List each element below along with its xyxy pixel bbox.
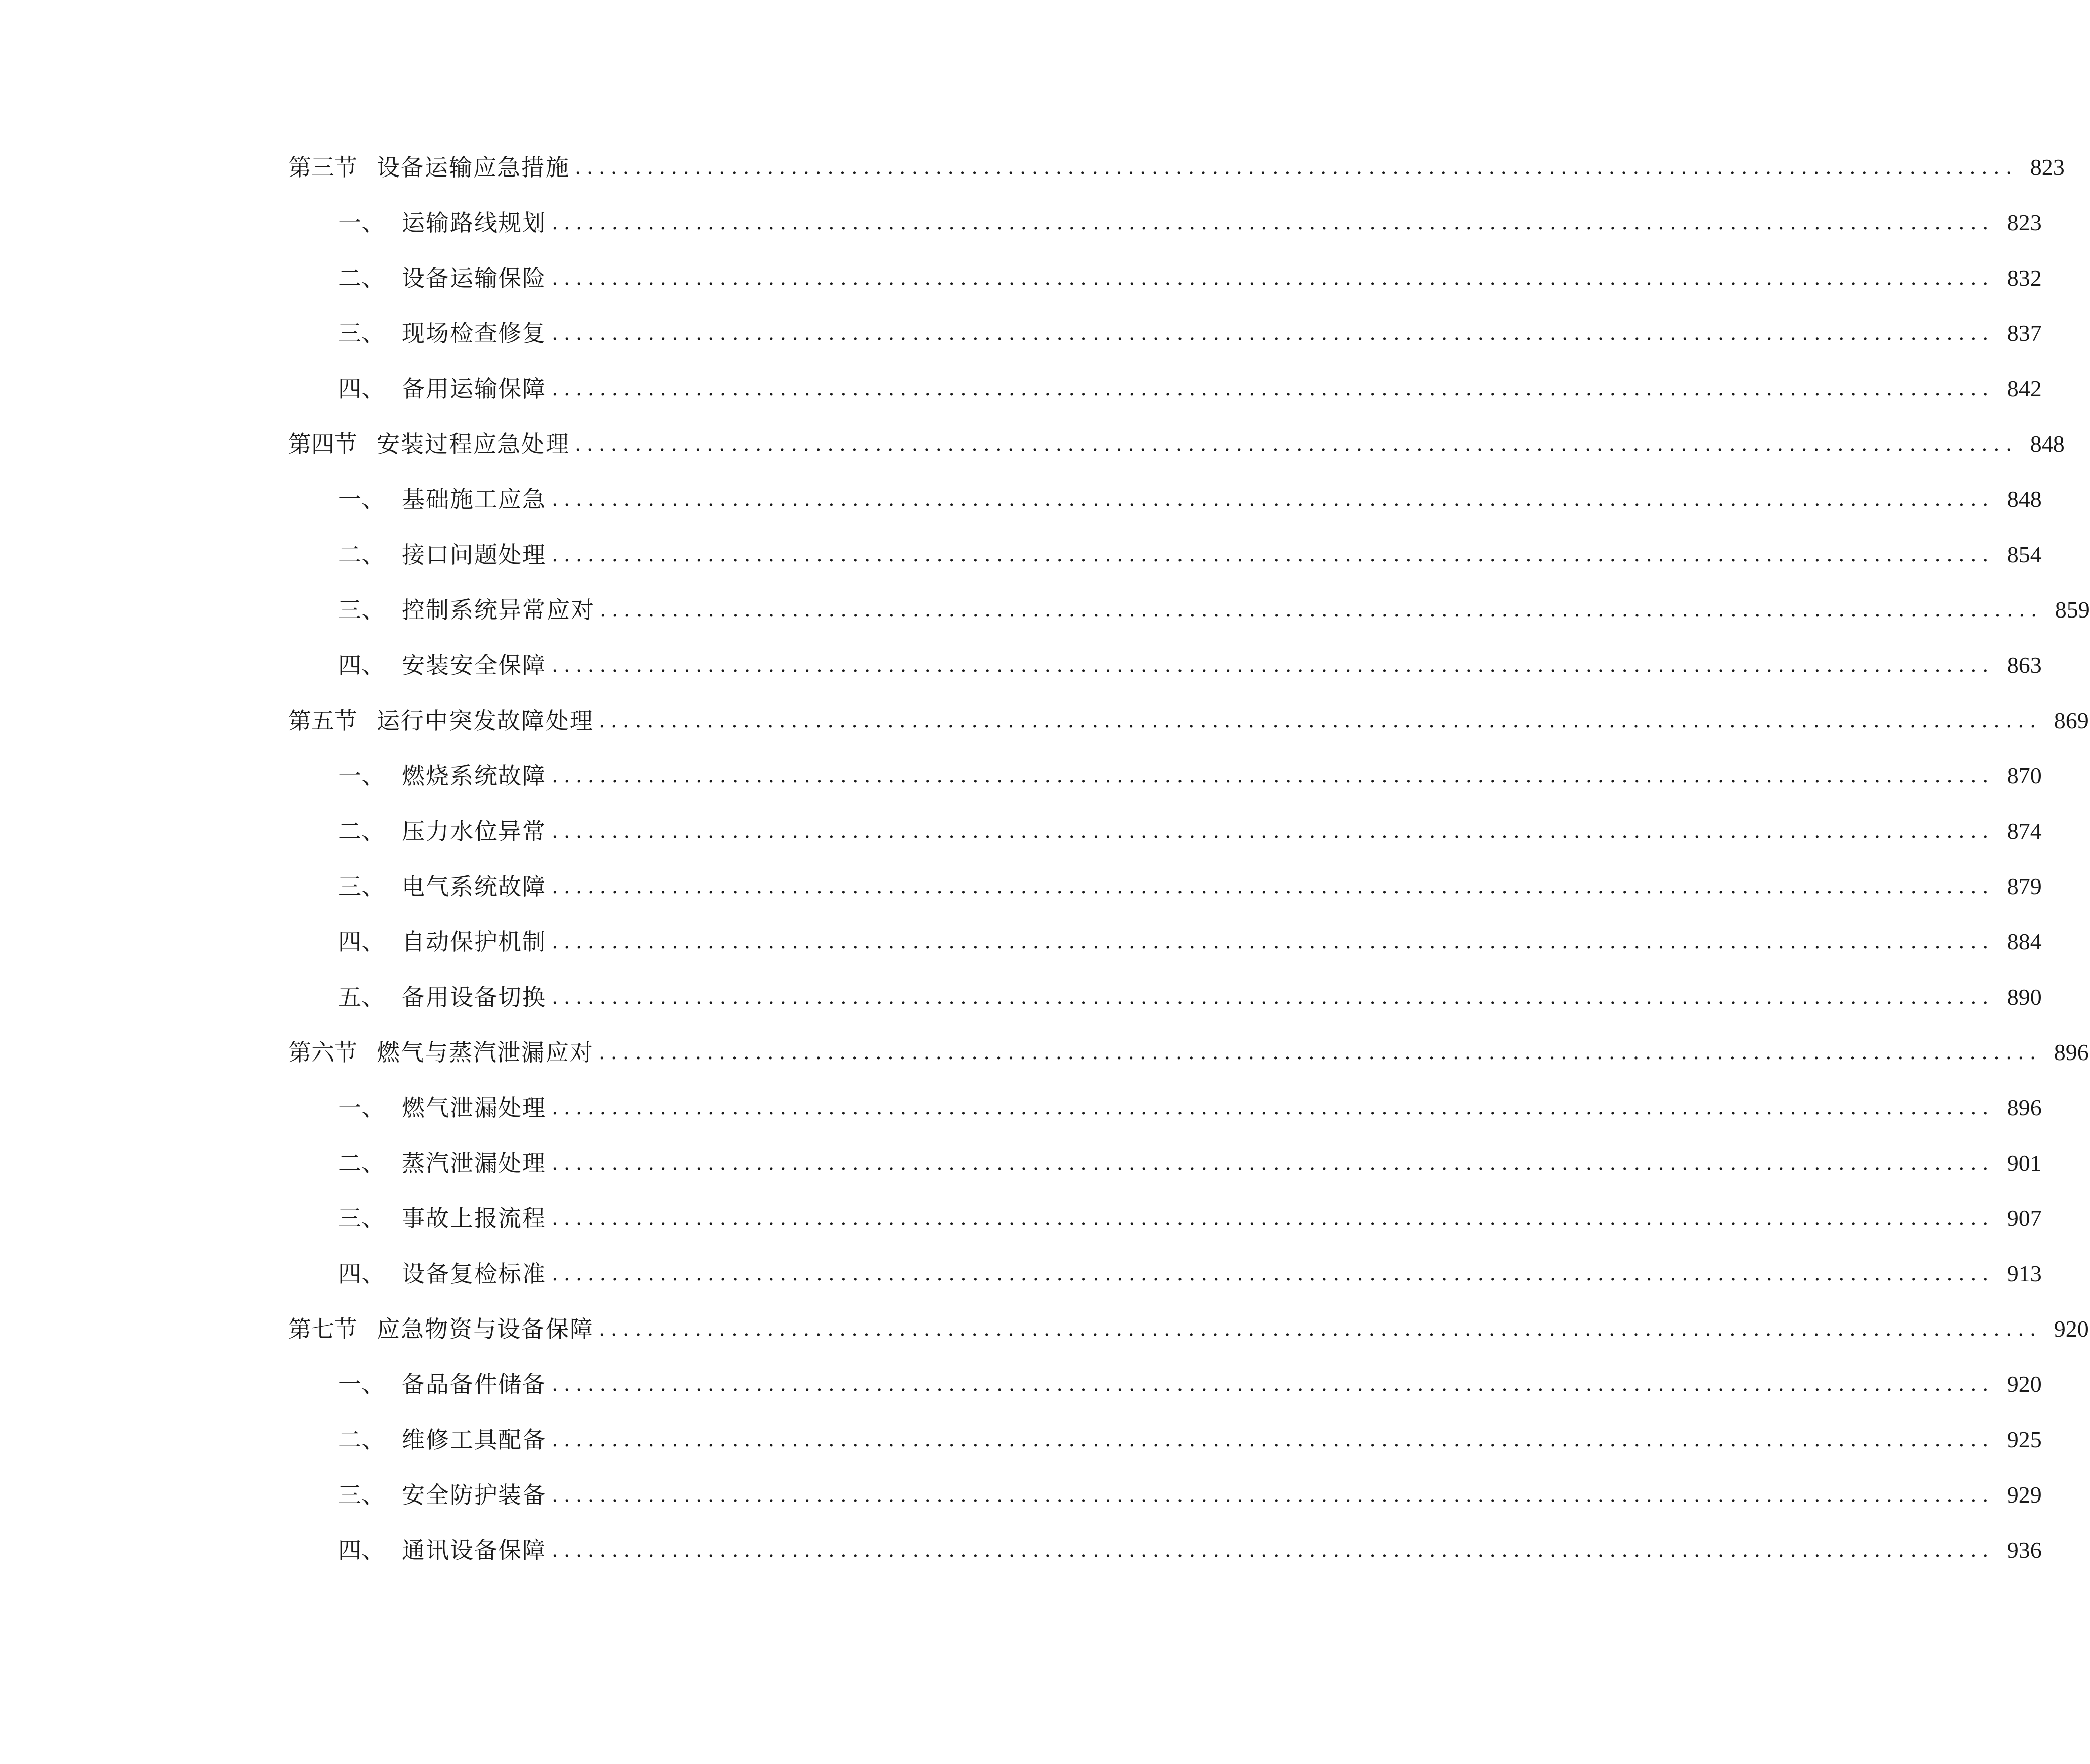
toc-entry-title: 维修工具配备 xyxy=(402,1426,547,1453)
toc-entry-title: 备用运输保障 xyxy=(402,375,547,402)
toc-entry-number: 一、 xyxy=(338,209,385,236)
toc-entry-page: 936 xyxy=(2007,1537,2042,1563)
toc-dot-leader: ........................................................................................................................ xyxy=(600,598,2043,622)
toc-dot-leader: ........................................................................................................................ xyxy=(599,1041,2042,1064)
toc-entry-title: 基础施工应急 xyxy=(402,486,547,513)
toc-dot-leader: ........................................................................................................................ xyxy=(552,1207,1994,1230)
toc-entry-number: 三、 xyxy=(338,596,385,624)
toc-subsection-entry[interactable] xyxy=(338,1254,2042,1294)
toc-subsection-entry[interactable] xyxy=(338,313,2042,354)
toc-subsection-entry[interactable] xyxy=(338,1143,2042,1183)
toc-section-entry[interactable] xyxy=(288,1309,2089,1349)
toc-entry-page: 848 xyxy=(2007,486,2042,512)
toc-entry-title: 应急物资与设备保障 xyxy=(377,1315,594,1343)
toc-entry-number: 第四节 xyxy=(288,430,357,458)
toc-entry-page: 925 xyxy=(2007,1427,2042,1452)
toc-entry-number: 三、 xyxy=(338,1481,385,1509)
toc-subsection-entry[interactable] xyxy=(338,1198,2042,1239)
toc-entry-title: 运行中突发故障处理 xyxy=(377,707,594,734)
toc-entry-number: 五、 xyxy=(338,984,385,1011)
toc-dot-leader: ........................................................................................................................ xyxy=(552,322,1994,345)
toc-entry-page: 920 xyxy=(2007,1371,2042,1397)
toc-entry-number: 四、 xyxy=(338,1537,385,1564)
toc-entry-number: 一、 xyxy=(338,1371,385,1398)
toc-dot-leader: ........................................................................................................................ xyxy=(552,1152,1994,1175)
toc-subsection-entry[interactable] xyxy=(338,1530,2042,1570)
toc-entry-page: 837 xyxy=(2007,320,2042,346)
toc-entry-title: 压力水位异常 xyxy=(402,818,547,845)
toc-entry-title: 接口问题处理 xyxy=(402,541,547,568)
toc-entry-page: 884 xyxy=(2007,929,2042,954)
toc-section-entry[interactable] xyxy=(288,1032,2089,1073)
toc-entry-number: 一、 xyxy=(338,486,385,513)
toc-entry-number: 四、 xyxy=(338,652,385,679)
toc-subsection-entry[interactable] xyxy=(338,590,2090,630)
toc-entry-title: 运输路线规划 xyxy=(402,209,547,236)
toc-dot-leader: ........................................................................................................................ xyxy=(552,930,1994,953)
toc-dot-leader: ........................................................................................................................ xyxy=(575,432,2018,456)
toc-subsection-entry[interactable] xyxy=(338,1475,2042,1515)
toc-dot-leader: ........................................................................................................................ xyxy=(599,1317,2042,1341)
toc-entry-title: 安装过程应急处理 xyxy=(377,430,570,458)
toc-entry-title: 备用设备切换 xyxy=(402,984,547,1011)
toc-entry-title: 燃气泄漏处理 xyxy=(402,1094,547,1121)
toc-entry-title: 蒸汽泄漏处理 xyxy=(402,1150,547,1177)
toc-entry-number: 一、 xyxy=(338,762,385,789)
toc-entry-number: 四、 xyxy=(338,928,385,955)
toc-section-entry[interactable] xyxy=(288,700,2089,741)
toc-entry-page: 870 xyxy=(2007,763,2042,788)
toc-dot-leader: ........................................................................................................................ xyxy=(552,654,1994,677)
toc-entry-page: 874 xyxy=(2007,818,2042,844)
toc-entry-title: 设备运输保险 xyxy=(402,264,547,292)
toc-entry-title: 燃气与蒸汽泄漏应对 xyxy=(377,1039,594,1066)
toc-dot-leader: ........................................................................................................................ xyxy=(552,267,1994,290)
toc-dot-leader: ........................................................................................................................ xyxy=(552,1483,1994,1507)
toc-dot-leader: ........................................................................................................................ xyxy=(552,488,1994,511)
toc-entry-number: 二、 xyxy=(338,818,385,845)
toc-entry-title: 燃烧系统故障 xyxy=(402,762,547,789)
toc-entry-number: 二、 xyxy=(338,1426,385,1453)
toc-entry-page: 859 xyxy=(2055,597,2090,623)
toc-entry-title: 安全防护装备 xyxy=(402,1481,547,1509)
toc-dot-leader: ........................................................................................................................ xyxy=(552,1539,1994,1562)
toc-subsection-entry[interactable] xyxy=(338,258,2042,298)
toc-subsection-entry[interactable] xyxy=(338,369,2042,409)
toc-entry-page: 854 xyxy=(2007,542,2042,567)
toc-subsection-entry[interactable] xyxy=(338,1088,2042,1128)
toc-dot-leader: ........................................................................................................................ xyxy=(599,709,2042,732)
toc-entry-page: 929 xyxy=(2007,1482,2042,1508)
toc-entry-page: 907 xyxy=(2007,1205,2042,1231)
toc-entry-page: 890 xyxy=(2007,984,2042,1010)
toc-entry-page: 901 xyxy=(2007,1150,2042,1176)
toc-dot-leader: ........................................................................................................................ xyxy=(552,211,1994,234)
toc-entry-number: 二、 xyxy=(338,541,385,568)
toc-dot-leader: ........................................................................................................................ xyxy=(552,377,1994,400)
toc-entry-number: 第七节 xyxy=(288,1315,357,1343)
toc-dot-leader: ........................................................................................................................ xyxy=(552,1262,1994,1285)
toc-dot-leader: ........................................................................................................................ xyxy=(552,1373,1994,1396)
toc-subsection-entry[interactable] xyxy=(338,922,2042,962)
toc-section-entry[interactable] xyxy=(288,147,2065,188)
toc-subsection-entry[interactable] xyxy=(338,977,2042,1017)
toc-subsection-entry[interactable] xyxy=(338,479,2042,519)
toc-entry-number: 二、 xyxy=(338,264,385,292)
toc-entry-page: 863 xyxy=(2007,652,2042,678)
toc-entry-number: 四、 xyxy=(338,375,385,402)
toc-entry-number: 三、 xyxy=(338,320,385,347)
toc-dot-leader: ........................................................................................................................ xyxy=(552,820,1994,843)
toc-entry-page: 823 xyxy=(2007,210,2042,235)
toc-dot-leader: ........................................................................................................................ xyxy=(552,875,1994,898)
toc-subsection-entry[interactable] xyxy=(338,203,2042,243)
toc-entry-page: 920 xyxy=(2054,1316,2089,1342)
toc-dot-leader: ........................................................................................................................ xyxy=(552,1428,1994,1451)
toc-entry-page: 842 xyxy=(2007,376,2042,401)
toc-entry-title: 设备复检标准 xyxy=(402,1260,547,1287)
toc-entry-number: 第三节 xyxy=(288,154,357,181)
toc-entry-title: 控制系统异常应对 xyxy=(402,596,595,624)
toc-entry-page: 879 xyxy=(2007,873,2042,899)
toc-subsection-entry[interactable] xyxy=(338,535,2042,575)
toc-entry-number: 第六节 xyxy=(288,1039,357,1066)
toc-subsection-entry[interactable] xyxy=(338,811,2042,851)
toc-dot-leader: ........................................................................................................................ xyxy=(552,986,1994,1009)
toc-entry-page: 848 xyxy=(2030,431,2065,457)
toc-entry-page: 896 xyxy=(2054,1039,2089,1065)
toc-subsection-entry[interactable] xyxy=(338,1364,2042,1404)
toc-entry-page: 823 xyxy=(2030,154,2065,180)
toc-subsection-entry[interactable] xyxy=(338,866,2042,907)
toc-section-entry[interactable] xyxy=(288,424,2065,464)
toc-entry-page: 832 xyxy=(2007,265,2042,291)
toc-entry-title: 电气系统故障 xyxy=(402,873,547,900)
toc-entry-title: 事故上报流程 xyxy=(402,1205,547,1232)
toc-entry-title: 设备运输应急措施 xyxy=(377,154,570,181)
toc-dot-leader: ........................................................................................................................ xyxy=(552,543,1994,566)
toc-dot-leader: ........................................................................................................................ xyxy=(552,1096,1994,1119)
toc-entry-title: 自动保护机制 xyxy=(402,928,547,955)
toc-entry-number: 二、 xyxy=(338,1150,385,1177)
toc-entry-title: 备品备件储备 xyxy=(402,1371,547,1398)
toc-subsection-entry[interactable] xyxy=(338,1420,2042,1460)
toc-dot-leader: ........................................................................................................................ xyxy=(552,764,1994,787)
toc-entry-number: 第五节 xyxy=(288,707,357,734)
toc-subsection-entry[interactable] xyxy=(338,756,2042,796)
toc-entry-number: 三、 xyxy=(338,873,385,900)
toc-entry-number: 四、 xyxy=(338,1260,385,1287)
toc-entry-title: 安装安全保障 xyxy=(402,652,547,679)
toc-entry-title: 通讯设备保障 xyxy=(402,1537,547,1564)
toc-dot-leader: ........................................................................................................................ xyxy=(575,156,2018,179)
toc-entry-page: 913 xyxy=(2007,1261,2042,1286)
toc-entry-title: 现场检查修复 xyxy=(402,320,547,347)
toc-entry-page: 896 xyxy=(2007,1095,2042,1120)
toc-entry-number: 一、 xyxy=(338,1094,385,1121)
toc-subsection-entry[interactable] xyxy=(338,645,2042,685)
toc-entry-page: 869 xyxy=(2054,708,2089,733)
toc-entry-number: 三、 xyxy=(338,1205,385,1232)
